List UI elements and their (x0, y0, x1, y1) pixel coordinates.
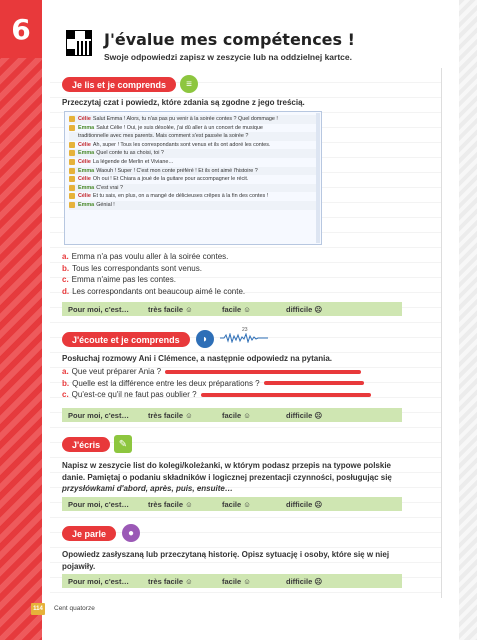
rating-difficult[interactable]: difficile ☹ (286, 304, 323, 314)
rating-very-easy[interactable]: très facile ☺ (148, 410, 193, 420)
chat-message (69, 175, 317, 184)
chat-speaker: Emma (78, 184, 95, 191)
chat-avatar-icon (69, 202, 75, 208)
speech-bubble-icon: ● (122, 524, 140, 542)
chat-message (69, 184, 317, 193)
rating-easy[interactable]: facile ☺ (222, 410, 251, 420)
rating-very-easy[interactable]: très facile ☺ (148, 499, 193, 509)
ear-icon: ◗ (196, 330, 214, 348)
chat-text: Et tu sais, en plus, on a mangé de délicieuses crêpes à la fin des contes ! (92, 193, 269, 200)
chat-message (69, 149, 317, 158)
statement-d: d. Les correspondants ont beaucoup aimé le conte. (62, 286, 246, 296)
statement-a: a. Emma n'a pas voulu aller à la soirée contes. (62, 252, 229, 261)
answer-line-a[interactable] (165, 370, 361, 374)
chat-text: C'est vrai ? (96, 184, 123, 191)
chat-scrollbar[interactable] (316, 113, 320, 243)
rating-bar-read: Pour moi, c'est… très facile ☺ facile ☺ difficile ☹ (62, 302, 402, 316)
chat-message (69, 115, 317, 124)
section-write-label: J'écris (62, 437, 110, 452)
page-title: J'évalue mes compétences ! (104, 30, 355, 49)
chat-text: traditionnelle avec mes parents. Mais comment s'est passée la soirée ? (78, 133, 249, 140)
rating-easy[interactable]: facile ☺ (222, 576, 251, 586)
section-listen-label: J'écoute et je comprends (62, 332, 190, 347)
chat-speaker: Célie (78, 176, 91, 183)
chat-speaker: Célie (78, 116, 91, 122)
chat-avatar-icon (69, 193, 75, 199)
question-b: b. Quelle est la différence entre les deux préparations ? (62, 378, 371, 390)
questions-list (62, 366, 371, 401)
chat-text: Salut Emma ! Alors, tu n'as pas pu venir à la soirée contes ? Quel dommage ! (92, 116, 278, 122)
unit-number-tab: 6 (0, 0, 42, 58)
chat-avatar-icon (69, 142, 75, 148)
pencil-icon: ✎ (114, 435, 132, 453)
statement-c: c. Emma n'aime pas les contes. (62, 275, 176, 284)
page-number-words: Cent quatorze (54, 605, 95, 612)
rating-very-easy[interactable]: très facile ☺ (148, 304, 193, 314)
chat-text: Quel conte tu as choisi, toi ? (96, 150, 164, 157)
page-subtitle: Swoje odpowiedzi zapisz w zeszycie lub na oddzielnej kartce. (104, 52, 352, 62)
speak-instruction: Opowiedz zasłyszaną lub przeczytaną historię. Opisz sytuację i osoby, które się w niej pojawiły. (62, 550, 390, 571)
chat-text: Ah, super ! Tous les correspondants sont venus et ils ont adoré les contes. (92, 141, 271, 148)
section-speak-label: Je parle (62, 526, 116, 541)
audio-track-number: 23 (242, 327, 248, 333)
qr-code-icon (66, 30, 92, 56)
chat-avatar-icon (69, 176, 75, 182)
chat-message (69, 132, 317, 141)
chat-avatar-icon (69, 159, 75, 165)
answer-line-c[interactable] (201, 393, 371, 397)
write-instruction: Napisz w zeszycie list do kolegi/koleżanki, w którym podasz przepis na typowe polskie danie. Pamiętaj o podaniu składników i logicznej prezentacji czynności, posługując się przysłówkami d'abord, après, puis, ensuite… (62, 461, 392, 493)
statements-list (62, 251, 245, 297)
statement-b: b. Tous les correspondants sont venus. (62, 263, 202, 273)
rating-difficult[interactable]: difficile ☹ (286, 499, 323, 509)
chat-avatar-icon (69, 125, 75, 131)
question-c: c. Qu'est-ce qu'il ne faut pas oublier ? (62, 389, 371, 401)
answer-line-b[interactable] (264, 381, 364, 385)
chat-speaker: Emma (78, 150, 95, 157)
chat-speaker: Célie (78, 158, 91, 165)
chat-window (64, 111, 322, 245)
book-icon: ≡ (180, 75, 198, 93)
left-stripe-decoration (0, 0, 42, 640)
rating-bar-speak: Pour moi, c'est… très facile ☺ facile ☺ difficile ☹ (62, 574, 402, 588)
chat-avatar-icon (69, 150, 75, 156)
section-read-label: Je lis et je comprends (62, 77, 176, 92)
rating-bar-listen: Pour moi, c'est… très facile ☺ facile ☺ difficile ☹ (62, 408, 402, 422)
page-number: 114 (31, 603, 45, 615)
chat-speaker: Célie (78, 193, 91, 200)
chat-text: Salut Célie ! Oui, je suis désolée, j'ai dû aller à un concert de musique (96, 124, 263, 131)
chat-message (69, 201, 317, 210)
rating-easy[interactable]: facile ☺ (222, 499, 251, 509)
chat-message (69, 141, 317, 150)
chat-lines (69, 115, 317, 210)
audio-wave-icon[interactable] (220, 333, 268, 343)
chat-text: Génial ! (96, 201, 115, 208)
right-stripe-decoration (459, 0, 477, 640)
rating-difficult[interactable]: difficile ☹ (286, 576, 323, 586)
chat-message (69, 124, 317, 133)
chat-speaker: Emma (78, 167, 95, 174)
chat-avatar-icon (69, 168, 75, 174)
question-a: a. Que veut préparer Ania ? (62, 366, 371, 378)
chat-text: Oh oui ! Et Chiara a joué de la guitare pour accompagner le récit. (92, 176, 249, 183)
rating-very-easy[interactable]: très facile ☺ (148, 576, 193, 586)
chat-avatar-icon (69, 116, 75, 122)
rating-bar-write: Pour moi, c'est… très facile ☺ facile ☺ difficile ☹ (62, 497, 402, 511)
chat-message (69, 158, 317, 167)
chat-speaker: Emma (78, 124, 95, 131)
chat-text: La légende de Merlin et Viviane… (92, 158, 174, 165)
chat-text: Waouh ! Super ! C'est mon conte préféré ! Et ils ont aimé l'histoire ? (96, 167, 258, 174)
listen-instruction: Posłuchaj rozmowy Ani i Clémence, a następnie odpowiedz na pytania. (62, 354, 332, 363)
read-instruction: Przeczytaj czat i powiedz, które zdania są zgodne z jego treścią. (62, 98, 305, 107)
chat-avatar-icon (69, 185, 75, 191)
chat-message (69, 192, 317, 201)
rating-easy[interactable]: facile ☺ (222, 304, 251, 314)
chat-message (69, 167, 317, 176)
rating-difficult[interactable]: difficile ☹ (286, 410, 323, 420)
chat-speaker: Célie (78, 141, 91, 148)
chat-speaker: Emma (78, 201, 95, 208)
